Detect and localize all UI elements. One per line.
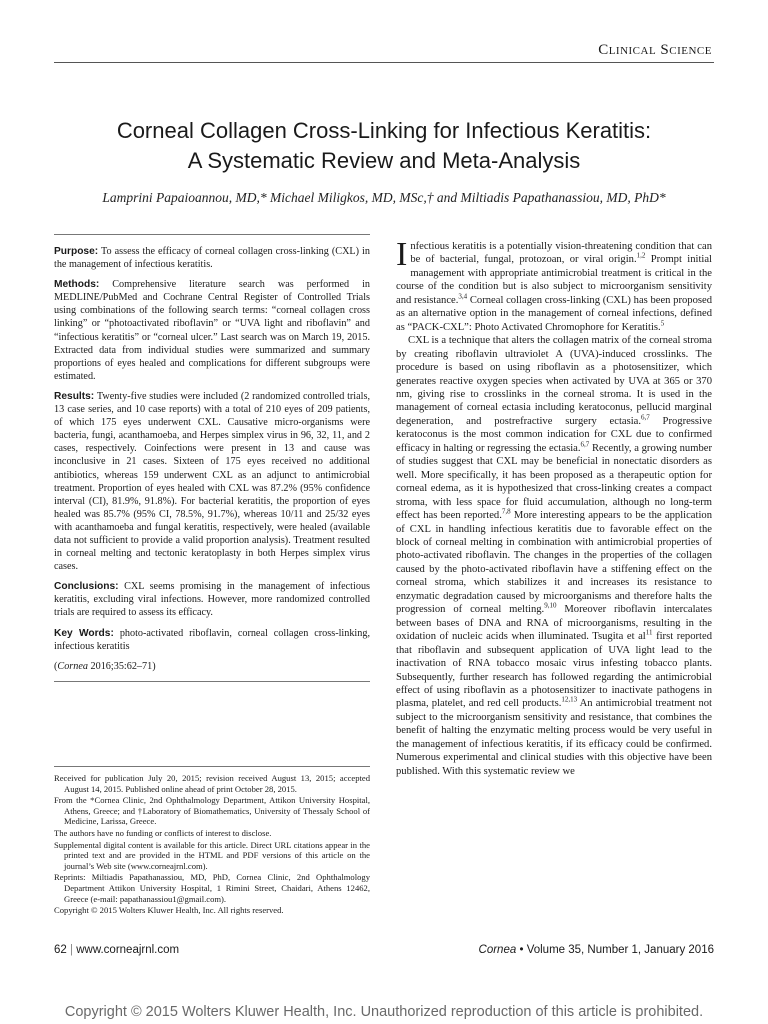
intro-paragraph-2: CXL is a technique that alters the collagen matrix of the corneal stroma by creating riboflavin ultraviolet A (UVA)-induced crosslinks. The procedure is based on using riboflavin as a photosensitizer, which generates reactive oxygen species when activated by UVA at 365 or 370 nm, giving rise to crosslinks in the corneal stroma. It is used in the management of corneal ectasia including keratoconus, pellucid marginal degeneration, and postrefractive surgery ectasia.$^{6,7}$ Progressive keratoconus is the most common indication for CXL due to confirmed efficacy in halting or regressing the ectasia.$^{6,7}$ Recently, a growing number of studies suggest that CXL may be beneficial in nonectatic disorders as well. More specifically, it has been proposed as a therapeutic option for corneal edema, as it is hypothesized that cross-linking creates a compact stroma, with less space for fluid accumulation, although no long-term effect has been reported.$^{7,8}$ More interesting appears to be the application of CXL in handling infectious keratitis due to favorable effect on the block of corneal melting in combination with antimicrobial properties of photo-activated riboflavin. The changes in the properties of the collagen caused by the photo-activated riboflavin have a stiffening effect on the corneal stroma, which stabilizes it and increases its resistance to enzymatic degradation caused by microorganisms and therefore halts the progression of corneal melting.$^{9,10}$ Moreover riboflavin intercalates between bases of DNA and RNA of microorganisms, resulting in the oxidation of nucleic acids when illuminated. Tsugita et $al^{11}$ first reported that riboflavin and subsequent application of UVA light lead to the inactivation of RNA tobacco mosaic virus infesting tobacco plants. Subsequently, further research has followed regarding the antimicrobial effect of using riboflavin as a photosensitizer to inactivate pathogens in plasma, platelet, and red cell products.$^{12,13}$ An antimicrobial treatment not subject to the microorganism sensitivity and resistance, that combines the benefit of halting the enzymatic melting process would be very useful in the management of infectious keratitis, if its efficacy could be confirmed. Numerous experimental and clinical studies with this objective have been published. With this systematic review we [396, 335, 712, 777]
citation-ref: 12,13 [561, 695, 578, 704]
citation-ref: 6,7 [580, 440, 590, 449]
footnotes [54, 766, 370, 917]
intro-paragraph-1: Infectious keratitis is a potentially vision-threatening condition that can be of bacterial, fungal, protozoan, or viral origin.$^{1,2}$ Prompt initial management with appropriate antimicrobial treatment is critical in the course of the condition but is also subject to microorganism sensitivity and resistance.$^{3,4}$ Corneal collagen cross-linking (CXL) has been proposed as an alternative option in the management of corneal infections, defined as “PACK-CXL”: Photo Activated Chromophore for Keratitis.$^5$ [396, 236, 713, 333]
journal-website: www.corneajrnl.com [76, 944, 180, 956]
citation-journal: Cornea [57, 660, 88, 672]
methods-label: Methods: [54, 279, 100, 291]
header-rule [54, 62, 714, 63]
footnote-affiliations: From the *Cornea Clinic, 2nd Ophthalmology Department, Attikon University Hospital, Athens, Greece; and †Laboratory of Biomathematics, University of Thessaly School of Medicine, Larissa, Greece. [54, 795, 370, 827]
footnote-received: Received for publication July 20, 2015; revision received August 13, 2015; accepted August 14, 2015. Published online ahead of print October 28, 2015. [54, 773, 370, 794]
abstract-citation: (Cornea 2016;35:62–71) [54, 660, 370, 682]
keywords-label: Key Words: [54, 627, 114, 639]
methods-text: Comprehensive literature search was performed in MEDLINE/PubMed and Cochrane Central Register of Controlled Trials using combinations of the following search terms: “corneal collagen cross linking” or “photoactivated riboflavin” or “UVA light and riboflavin” and “infectious keratitis” or “corneal ulcer.” Last search was on March 19, 2015. Extracted data from individual studies were summarized and summary proportions of eyes healed and complications for different subgroups were estimated. [54, 279, 370, 382]
abstract-keywords [54, 627, 370, 653]
body-column [396, 236, 713, 778]
citation-ref: 3,4 [458, 292, 468, 301]
keywords-text: photo-activated riboflavin, corneal collagen cross-linking, infectious keratitis [54, 627, 370, 652]
footer-issue: Volume 35, Number 1, January 2016 [526, 944, 714, 956]
page-number: 62 [54, 944, 67, 956]
footer-left [54, 944, 179, 956]
copyright-banner: Copyright © 2015 Wolters Kluwer Health, Inc. Unauthorized reproduction of this article is prohibited. [64, 1004, 704, 1020]
drop-cap: I [396, 236, 408, 273]
abstract-purpose [54, 245, 370, 271]
title-line-2: A Systematic Review and Meta-Analysis [187, 148, 581, 173]
purpose-text: To assess the efficacy of corneal collagen cross-linking (CXL) in the management of infectious keratitis. [54, 246, 370, 271]
title-line-1: Corneal Collagen Cross-Linking for Infectious Keratitis: [116, 118, 652, 143]
footer-bullet: • [519, 944, 524, 956]
footer-separator: | [70, 944, 73, 956]
results-label: Results: [54, 390, 95, 402]
section-header: Clinical Science [598, 42, 712, 58]
citation-ref: 6,7 [641, 413, 650, 422]
footnote-conflicts: The authors have no funding or conflicts of interest to disclose. [54, 827, 272, 838]
citation-details: 2016;35:62–71) [90, 660, 156, 672]
conclusions-text: CXL seems promising in the management of infectious keratitis, excluding viral infections. However, more randomized controlled trials are required to assess its efficacy. [54, 581, 370, 619]
citation-ref: 5 [660, 319, 665, 328]
results-text: Twenty-five studies were included (2 randomized controlled trials, 13 case series, and 10 case reports) with a total of 210 eyes of 209 patients, of which 175 eyes underwent CXL. Causative micro-organisms were bacteria, fungi, acanthamoeba, and Herpes simplex virus in 96, 32, 11, and 2 cases, respectively. Coinfections were present in 13 and cause was inconclusive in 21 cases. Sixteen of 175 eyes received no additional antibiotics, whereas 159 underwent CXL as an adjunct to antimicrobial treatment. Proportion of eyes healed with CXL was 87.2% (95% confidence interval (CI), 81.9%, 91.8%). For bacterial keratitis, the proportion of eyes healed was 85.7% (95% CI, 78.5%, 91.7%), whereas 10/11 and 25/32 eyes with acanthamoeba and fungal keratitis, respectively, were healed (available data not sufficient to provide a valid proportion analysis). Treatment resulted in corneal melting and tectonic keratoplasty in both Herpes simplex virus cases. [54, 390, 370, 573]
page-footer [54, 944, 714, 962]
footnote-copyright: Copyright © 2015 Wolters Kluwer Health, Inc. All rights reserved. [54, 905, 284, 916]
abstract-methods [54, 278, 370, 383]
footnote-reprints: Reprints: Miltiadis Papathanassiou, MD, PhD, Cornea Clinic, 2nd Ophthalmology Department Attikon University Hospital, 1 Rimini Street, Chaidari, Athens 12462, Greece (e-mail: papathanassiou1@gmail.com). [54, 872, 370, 904]
footer-journal: Cornea [478, 944, 517, 956]
footer-right [479, 944, 714, 956]
citation-ref: 1,2 [636, 251, 646, 260]
purpose-label: Purpose: [54, 246, 99, 257]
footnote-supplemental: Supplemental digital content is available for this article. Direct URL citations appear in the printed text and are provided in the HTML and PDF versions of this article on the journal’s Web site (www.corneajrnl.com). [54, 839, 370, 871]
abstract [54, 234, 370, 689]
author-list: Lamprini Papaioannou, MD,* Michael Miligkos, MD, MSc,† and Miltiadis Papathanassiou, MD, PhD* [102, 190, 666, 205]
abstract-results [54, 390, 370, 573]
abstract-conclusions [54, 580, 370, 619]
citation-ref: 11 [645, 628, 653, 637]
article-title [40, 116, 728, 176]
citation-ref: 9,10 [544, 601, 557, 610]
citation-ref: 7,8 [501, 507, 511, 516]
conclusions-label: Conclusions: [54, 581, 119, 593]
